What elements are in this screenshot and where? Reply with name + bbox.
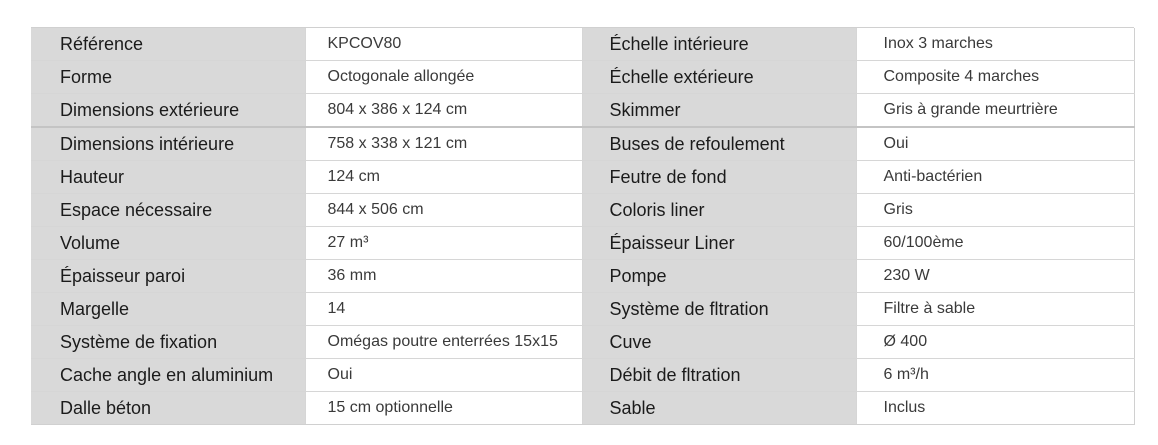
spec-label: Coloris liner: [582, 194, 856, 227]
spec-value: 6 m³/h: [856, 359, 1134, 392]
spec-label: Système de fltration: [582, 293, 856, 326]
table-row: [31, 94, 1134, 128]
spec-label: Échelle intérieure: [582, 28, 856, 61]
spec-value: Inox 3 marches: [856, 28, 1134, 61]
spec-label: Échelle extérieure: [582, 61, 856, 94]
spec-value: Composite 4 marches: [856, 61, 1134, 94]
spec-value: 758 x 338 x 121 cm: [305, 127, 582, 161]
spec-value: Inclus: [856, 392, 1134, 425]
spec-value: 844 x 506 cm: [305, 194, 582, 227]
spec-value: Oui: [856, 127, 1134, 161]
spec-value: KPCOV80: [305, 28, 582, 61]
spec-label: Sable: [582, 392, 856, 425]
spec-value: 15 cm optionnelle: [305, 392, 582, 425]
spec-value: 27 m³: [305, 227, 582, 260]
spec-label: Feutre de fond: [582, 161, 856, 194]
spec-label: Dimensions extérieure: [31, 94, 305, 128]
spec-label: Épaisseur paroi: [31, 260, 305, 293]
spec-label: Épaisseur Liner: [582, 227, 856, 260]
spec-value: 14: [305, 293, 582, 326]
spec-value: Octogonale allongée: [305, 61, 582, 94]
spec-label: Référence: [31, 28, 305, 61]
table-row: [31, 61, 1134, 94]
spec-label: Débit de fltration: [582, 359, 856, 392]
table-row: [31, 392, 1134, 425]
spec-label: Pompe: [582, 260, 856, 293]
spec-value: 60/100ème: [856, 227, 1134, 260]
table-row: [31, 194, 1134, 227]
specifications-table: [31, 28, 1135, 425]
spec-value: 804 x 386 x 124 cm: [305, 94, 582, 128]
spec-value: 230 W: [856, 260, 1134, 293]
table-row: [31, 28, 1134, 61]
spec-value: Omégas poutre enterrées 15x15: [305, 326, 582, 359]
spec-value: Anti-bactérien: [856, 161, 1134, 194]
spec-value: Oui: [305, 359, 582, 392]
table-row: [31, 161, 1134, 194]
spec-label: Buses de refoulement: [582, 127, 856, 161]
spec-value: Filtre à sable: [856, 293, 1134, 326]
spec-label: Système de fixation: [31, 326, 305, 359]
table-row: [31, 227, 1134, 260]
spec-label: Hauteur: [31, 161, 305, 194]
table-row: [31, 359, 1134, 392]
spec-value: 36 mm: [305, 260, 582, 293]
table-row: [31, 293, 1134, 326]
spec-value: 124 cm: [305, 161, 582, 194]
spec-label: Forme: [31, 61, 305, 94]
spec-value: Gris à grande meurtrière: [856, 94, 1134, 128]
spec-label: Espace nécessaire: [31, 194, 305, 227]
table-row: [31, 326, 1134, 359]
spec-label: Cache angle en aluminium: [31, 359, 305, 392]
table-row: [31, 260, 1134, 293]
spec-label: Margelle: [31, 293, 305, 326]
spec-label: Skimmer: [582, 94, 856, 128]
table-row: [31, 127, 1134, 161]
spec-label: Cuve: [582, 326, 856, 359]
spec-value: Gris: [856, 194, 1134, 227]
spec-value: Ø 400: [856, 326, 1134, 359]
spec-label: Dalle béton: [31, 392, 305, 425]
spec-label: Dimensions intérieure: [31, 127, 305, 161]
spec-label: Volume: [31, 227, 305, 260]
